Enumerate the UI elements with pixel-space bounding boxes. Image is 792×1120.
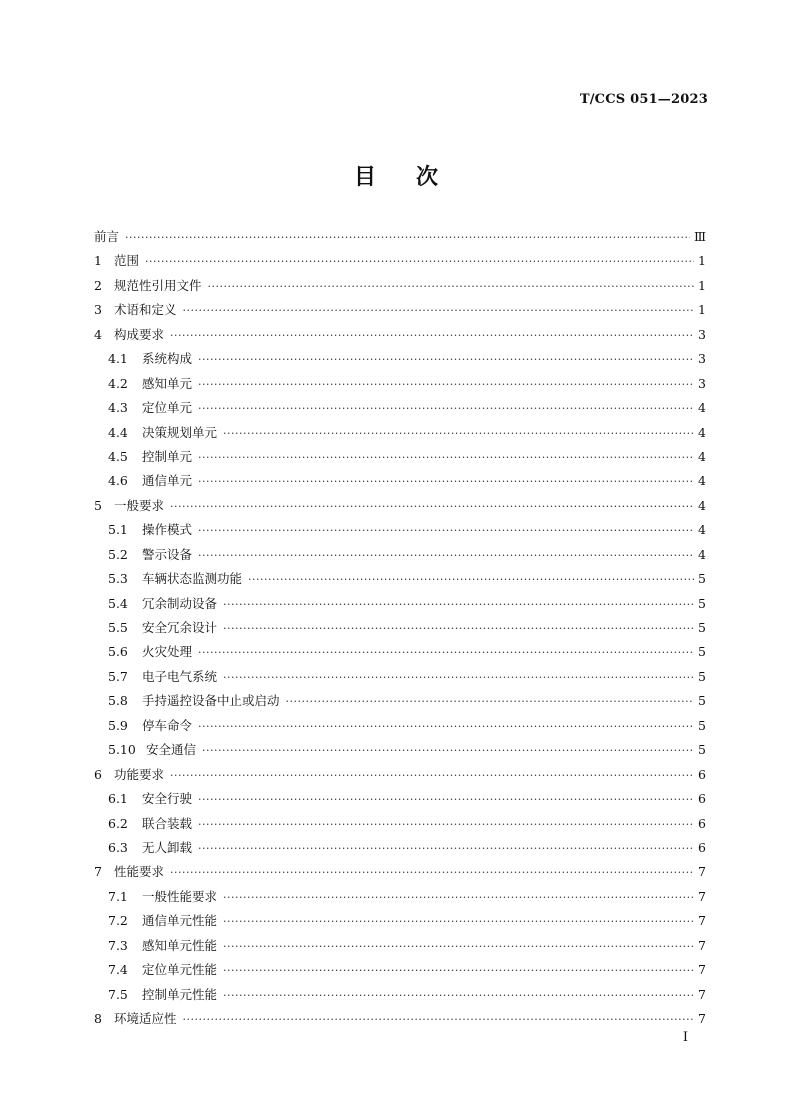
toc-entry-page: 7 <box>698 1011 706 1026</box>
toc-entry[interactable] <box>94 445 706 469</box>
toc-entry-label: 感知单元性能 <box>142 937 218 953</box>
toc-dot-leader <box>198 641 694 665</box>
toc-entry-page: 5 <box>698 644 706 660</box>
toc-entry[interactable] <box>94 567 706 591</box>
toc-entry-number: 7.5 <box>108 986 128 1002</box>
toc-entry-number: 5.6 <box>108 644 128 660</box>
toc-entry[interactable] <box>94 372 706 396</box>
toc-entry-label: 构成要求 <box>114 326 165 342</box>
toc-entry-page: 7 <box>698 913 706 929</box>
toc-entry-number: 5.10 <box>108 742 136 758</box>
toc-entry-number: 5.9 <box>108 717 128 733</box>
toc-dot-leader <box>223 910 694 934</box>
toc-entry-label: 术语和定义 <box>114 302 177 318</box>
toc-dot-leader <box>198 348 694 372</box>
toc-entry[interactable] <box>94 812 706 836</box>
toc-dot-leader <box>170 324 694 348</box>
toc-entry-page: 5 <box>698 717 706 733</box>
toc-entry-number: 1 <box>94 253 102 269</box>
toc-dot-leader <box>198 788 694 812</box>
toc-entry-page: 4 <box>698 424 706 440</box>
toc-dot-leader <box>198 715 694 739</box>
toc-entry[interactable] <box>94 323 706 347</box>
toc-entry[interactable] <box>94 347 706 371</box>
toc-entry-label: 手持遥控设备中止或启动 <box>142 693 280 709</box>
toc-dot-leader <box>248 568 694 592</box>
toc-dot-leader <box>145 250 694 274</box>
toc-entry-number: 7.1 <box>108 888 128 904</box>
toc-entry[interactable] <box>94 885 706 909</box>
toc-entry-number: 6.1 <box>108 791 128 807</box>
toc-entry-label: 控制单元 <box>142 448 193 464</box>
toc-entry-number: 5.4 <box>108 595 128 611</box>
toc-dot-leader <box>223 593 694 617</box>
toc-entry-page: 1 <box>698 277 706 293</box>
toc-entry-page: 7 <box>698 986 706 1002</box>
toc-entry-label: 冗余制动设备 <box>142 595 218 611</box>
toc-entry-label: 功能要求 <box>114 766 165 782</box>
toc-entry-page: 3 <box>698 375 706 391</box>
toc-dot-leader <box>170 495 694 519</box>
toc-entry-number: 6.2 <box>108 815 128 831</box>
toc-entry-number: 4.1 <box>108 351 128 367</box>
toc-entry-label: 定位单元 <box>142 400 193 416</box>
toc-entry-label: 感知单元 <box>142 375 193 391</box>
toc-entry-number: 5.1 <box>108 522 128 538</box>
toc-entry-page: 3 <box>698 326 706 342</box>
toc-entry[interactable] <box>94 934 706 958</box>
toc-entry[interactable] <box>94 763 706 787</box>
toc-entry-page: 7 <box>698 864 706 880</box>
toc-entry-label: 联合装载 <box>142 815 193 831</box>
toc-entry-number: 5.8 <box>108 693 128 709</box>
toc-dot-leader <box>198 813 694 837</box>
toc-entry[interactable] <box>94 689 706 713</box>
toc-entry[interactable] <box>94 421 706 445</box>
toc-entry-page: 6 <box>698 815 706 831</box>
toc-entry-label: 安全冗余设计 <box>142 620 218 635</box>
toc-entry-label: 性能要求 <box>114 864 165 880</box>
toc-entry-label: 无人卸载 <box>142 839 193 855</box>
toc-entry[interactable] <box>94 787 706 811</box>
toc-dot-leader <box>223 984 694 1008</box>
toc-dot-leader <box>125 226 690 250</box>
toc-entry-number: 4.6 <box>108 473 128 489</box>
toc-entry-page: 3 <box>698 351 706 367</box>
toc-entry-number: 2 <box>94 277 102 293</box>
toc-entry[interactable] <box>94 738 706 762</box>
toc-entry[interactable] <box>94 274 706 298</box>
toc-entry-page: 1 <box>698 302 706 318</box>
toc-dot-leader <box>198 373 694 397</box>
toc-entry[interactable] <box>94 860 706 884</box>
toc-entry-number: 4.4 <box>108 424 128 440</box>
toc-entry-page: 5 <box>698 668 706 684</box>
document-id: T/CCS 051—2023 <box>579 92 708 107</box>
toc-dot-leader <box>286 690 694 714</box>
toc-entry[interactable] <box>94 249 706 273</box>
toc-entry-page: 6 <box>698 766 706 782</box>
toc-entry-label: 一般性能要求 <box>142 888 218 904</box>
toc-entry-page: 5 <box>698 595 706 611</box>
toc-entry-page: 5 <box>698 571 706 587</box>
toc-entry-number: 5.3 <box>108 571 128 587</box>
toc-entry-label: 决策规划单元 <box>142 424 218 440</box>
toc-entry-number: 7.4 <box>108 962 128 978</box>
toc-entry-page: 4 <box>698 522 706 538</box>
toc-dot-leader <box>198 446 694 470</box>
toc-entry-number: 7 <box>94 864 102 880</box>
toc-entry-label: 安全通信 <box>146 742 197 758</box>
toc-entry-page: 4 <box>698 448 706 464</box>
toc-entry[interactable] <box>94 958 706 982</box>
toc-entry-number: 7.3 <box>108 937 128 953</box>
toc-entry[interactable] <box>94 665 706 689</box>
toc-entry-label: 安全行驶 <box>142 791 193 807</box>
toc-entry-page: 5 <box>698 693 706 709</box>
toc-entry-page: 6 <box>698 791 706 807</box>
toc-entry-number: 5.2 <box>108 546 128 562</box>
toc-entry[interactable] <box>94 909 706 933</box>
toc-entry[interactable] <box>94 543 706 567</box>
toc-dot-leader <box>223 666 694 690</box>
toc-entry-number: 6 <box>94 766 102 782</box>
toc-entry[interactable] <box>94 225 706 249</box>
toc-entry[interactable] <box>94 592 706 616</box>
toc-dot-leader <box>170 764 694 788</box>
toc-dot-leader <box>208 275 694 299</box>
toc-dot-leader <box>183 299 694 323</box>
toc-entry-page: 5 <box>698 742 706 758</box>
toc-entry-page: 4 <box>698 400 706 416</box>
toc-entry[interactable] <box>94 836 706 860</box>
toc-entry[interactable] <box>94 714 706 738</box>
toc-entry-number: 4.3 <box>108 400 128 416</box>
toc-dot-leader <box>198 837 694 861</box>
toc-entry-label: 定位单元性能 <box>142 962 218 978</box>
toc-entry[interactable] <box>94 640 706 664</box>
toc-heading <box>0 160 792 191</box>
toc-dot-leader <box>202 739 694 763</box>
toc-dot-leader <box>223 935 694 959</box>
toc-entry-number: 8 <box>94 1011 102 1026</box>
toc-entry-label: 通信单元性能 <box>142 913 218 929</box>
toc-entry-page: 4 <box>698 497 706 513</box>
toc-entry[interactable] <box>94 1007 706 1031</box>
toc-entry-number: 5 <box>94 497 102 513</box>
toc-entry-page: 6 <box>698 839 706 855</box>
toc-entry-page: 7 <box>698 937 706 953</box>
toc-entry-page: 5 <box>698 620 706 635</box>
toc-entry-number: 7.2 <box>108 913 128 929</box>
toc-dot-leader <box>223 422 694 446</box>
toc-dot-leader <box>170 861 694 885</box>
toc-entry-label: 范围 <box>114 253 140 269</box>
toc-entry-label: 操作模式 <box>142 522 193 538</box>
toc-dot-leader <box>198 544 694 568</box>
toc-entry-number: 3 <box>94 302 102 318</box>
toc-dot-leader <box>223 959 694 983</box>
toc-entry-number: 4 <box>94 326 102 342</box>
toc-entry[interactable] <box>94 518 706 542</box>
toc-entry-label: 控制单元性能 <box>142 986 218 1002</box>
toc-dot-leader <box>198 470 694 494</box>
toc-entry-number: 4.5 <box>108 448 128 464</box>
toc-entry-page: 7 <box>698 962 706 978</box>
toc-entry-label: 停车命令 <box>142 717 193 733</box>
toc-entry[interactable] <box>94 298 706 322</box>
toc-entry-page: 7 <box>698 888 706 904</box>
toc-entry-page: 1 <box>698 253 706 269</box>
toc-entry-label: 规范性引用文件 <box>114 277 202 293</box>
toc-dot-leader <box>223 886 694 910</box>
toc-entry-label: 系统构成 <box>142 351 193 367</box>
toc-entry-page: 4 <box>698 546 706 562</box>
toc-entry-label: 环境适应性 <box>114 1011 177 1026</box>
toc-entry-page: Ⅲ <box>693 229 706 244</box>
toc-entry-label: 通信单元 <box>142 473 193 489</box>
toc-entry-number: 5.5 <box>108 620 128 635</box>
toc-entry-label: 警示设备 <box>142 546 193 562</box>
page-number: I <box>682 1030 688 1045</box>
toc-entry-label: 一般要求 <box>114 497 165 513</box>
toc-heading-part2: 次 <box>416 165 439 190</box>
toc-dot-leader <box>183 1008 694 1032</box>
toc-entry-page: 4 <box>698 473 706 489</box>
toc-dot-leader <box>198 397 694 421</box>
toc-entry[interactable] <box>94 616 706 640</box>
toc-dot-leader <box>198 519 694 543</box>
toc-entry-number: 6.3 <box>108 839 128 855</box>
toc-entry-label: 火灾处理 <box>142 644 193 660</box>
toc-dot-leader <box>223 617 694 641</box>
toc-entry[interactable] <box>94 494 706 518</box>
toc-entry[interactable] <box>94 983 706 1007</box>
table-of-contents <box>94 225 706 1031</box>
toc-entry[interactable] <box>94 469 706 493</box>
toc-entry-label: 车辆状态监测功能 <box>142 571 243 587</box>
toc-entry-number: 5.7 <box>108 668 128 684</box>
toc-entry[interactable] <box>94 396 706 420</box>
toc-entry-label: 前言 <box>94 229 120 244</box>
toc-entry-number: 4.2 <box>108 375 128 391</box>
toc-heading-part1: 目 <box>353 165 376 190</box>
toc-entry-label: 电子电气系统 <box>142 668 218 684</box>
